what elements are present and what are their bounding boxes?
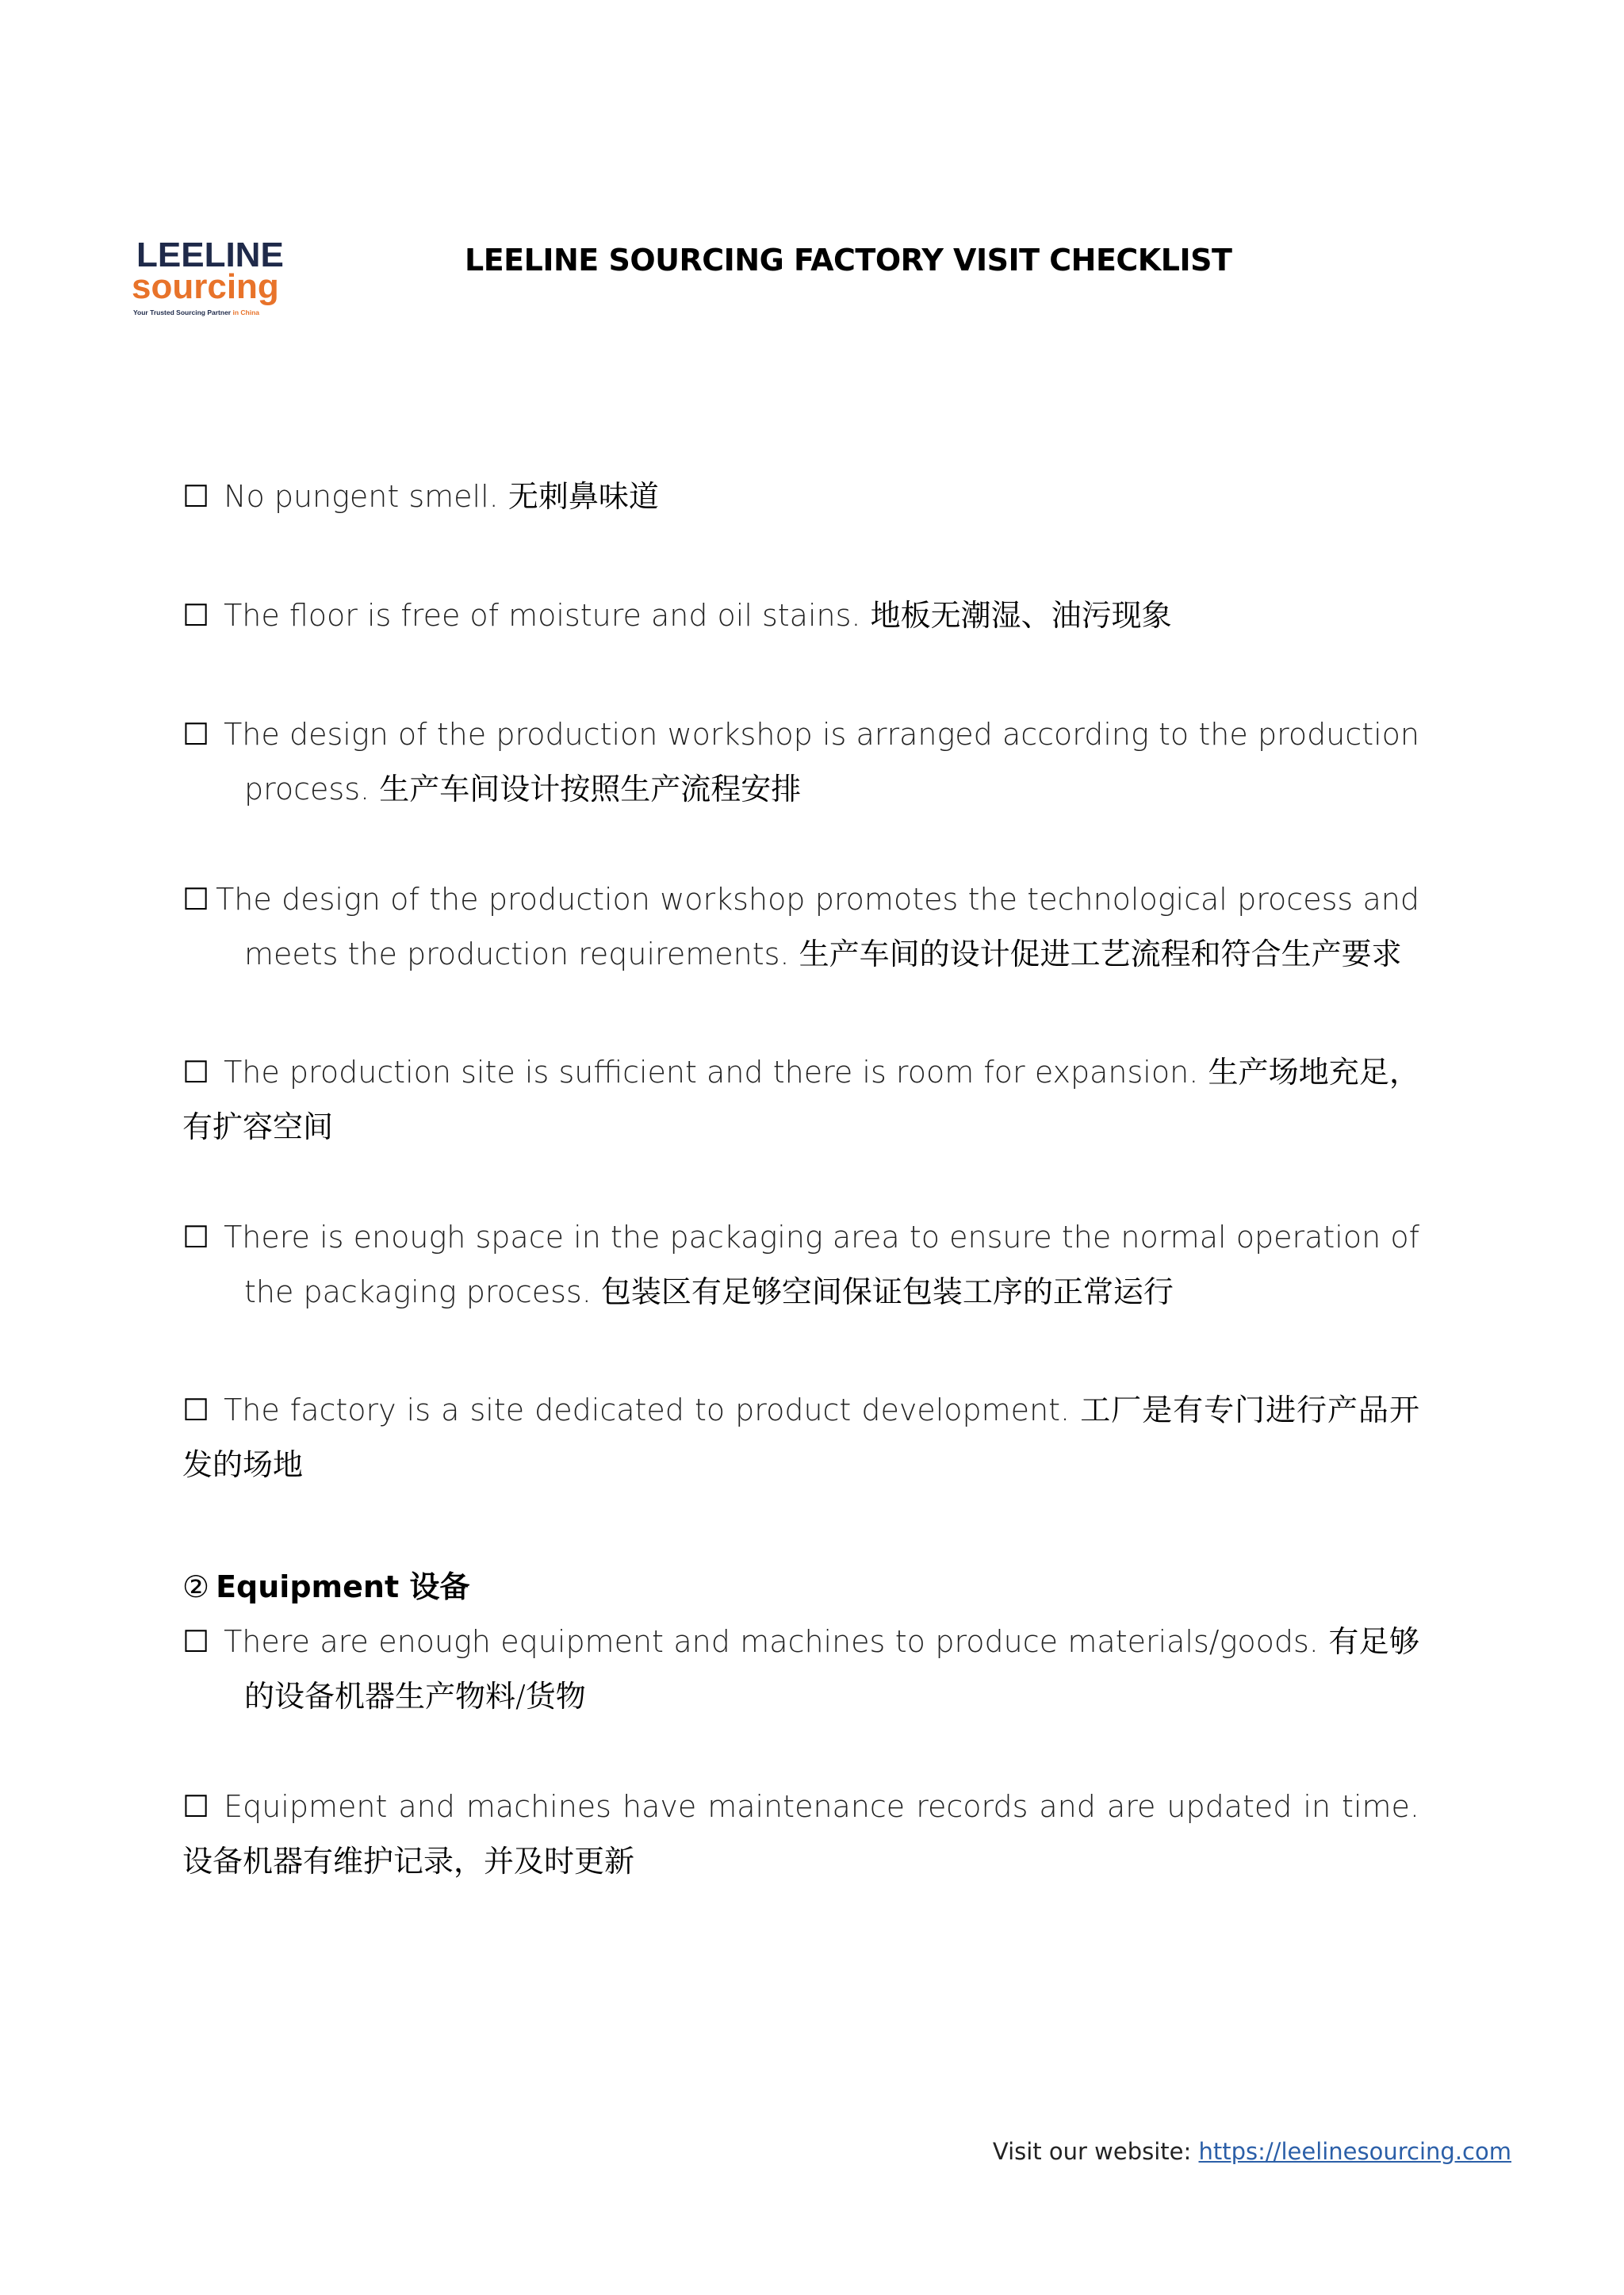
item-text-en-line2: process. [244,772,370,807]
item-text-en-line2: the packaging process. [244,1274,592,1309]
checkbox-icon[interactable]: ☐ [182,1789,210,1824]
item-line-2 [182,1669,1419,1724]
checkbox-icon[interactable]: ☐ [182,882,210,917]
checklist-item-product-development-site [182,1383,1419,1492]
section-number-icon: ② [182,1569,210,1604]
checkbox-icon[interactable]: ☐ [182,479,210,514]
item-text-zh: 生产车间设计按照生产流程安排 [370,772,802,807]
logo-tagline-a: Your Trusted Sourcing Partner [133,308,233,316]
checkbox-icon[interactable]: ☐ [182,717,210,752]
section-title-en: Equipment [216,1569,400,1604]
item-text-zh: 无刺鼻味道 [498,479,659,514]
item-text-zh: 生产场地充足，有扩容空间 [182,1055,1419,1144]
item-text-zh-line2: 的设备机器生产物料/货物 [244,1679,586,1714]
footer-website-link[interactable]: https://leelinesourcing.com [1198,2138,1511,2165]
checklist-item-packaging-space [182,1210,1419,1320]
footer-website [993,2138,1511,2165]
item-line-1 [182,1210,1419,1265]
item-text-en: Equipment and machines have maintenance records and are updated in time. [224,1789,1419,1824]
item-line-1 [182,1615,1419,1669]
section-heading-equipment [182,1562,469,1606]
checkbox-icon[interactable]: ☐ [182,1624,210,1659]
checklist-item-no-pungent-smell [182,469,1419,524]
checklist-item-workshop-arranged [182,707,1419,817]
checkbox-icon[interactable]: ☐ [182,1220,210,1255]
checkbox-icon[interactable]: ☐ [182,598,210,633]
item-text-en-line1: There are enough equipment and machines to produce materials/goods. [224,1624,1319,1659]
section-title-zh: 设备 [399,1569,470,1604]
logo-tagline-b: in China [232,308,260,316]
footer-label: Visit our website: [992,2138,1199,2165]
checklist-item-workshop-technology [182,872,1419,982]
checklist-item-maintenance-records [182,1780,1419,1889]
checkbox-icon[interactable]: ☐ [182,1393,210,1427]
item-text-en-line1: The design of the production workshop promotes the technological process and [216,882,1419,917]
checklist-item-site-sufficient [182,1045,1419,1155]
item-text-en-line1: There is enough space in the packaging area to ensure the normal operation of [224,1220,1419,1255]
leeline-logo [132,238,290,325]
item-line-1 [182,707,1419,762]
item-text-en: No pungent smell. [224,479,499,514]
item-text-en-line2: meets the production requirements. [244,937,790,971]
item-line-2 [182,927,1419,982]
item-line-2 [182,1265,1419,1320]
item-line-1 [182,872,1419,927]
item-text-en-line1: The design of the production workshop is arranged according to the production [224,717,1419,752]
item-text-zh: 设备机器有维护记录，并及时更新 [182,1844,635,1879]
checklist-item-floor-clean [182,588,1419,643]
item-text-zh: 包装区有足够空间保证包装工序的正常运行 [591,1274,1174,1309]
item-text-en: The production site is sufficient and there is room for expansion. [224,1055,1199,1090]
logo-wordmark-leeline: LEELINE [136,236,284,274]
item-text-zh: 地板无潮湿、油污现象 [860,598,1172,633]
item-text-zh: 工厂是有专门进行产品开发的场地 [182,1393,1419,1482]
item-text-zh-line1: 有足够 [1318,1624,1419,1659]
checkbox-icon[interactable]: ☐ [182,1055,210,1090]
item-text-en: The floor is free of moisture and oil stains. [224,598,861,633]
logo-tagline [133,308,259,317]
page-title: LEELINE SOURCING FACTORY VISIT CHECKLIST [465,243,1232,278]
checklist-item-enough-equipment [182,1615,1419,1724]
logo-wordmark-sourcing: sourcing [132,267,279,306]
item-line-2 [182,762,1419,817]
item-text-en: The factory is a site dedicated to product development. [224,1393,1071,1427]
item-text-zh: 生产车间的设计促进工艺流程和符合生产要求 [789,937,1402,971]
